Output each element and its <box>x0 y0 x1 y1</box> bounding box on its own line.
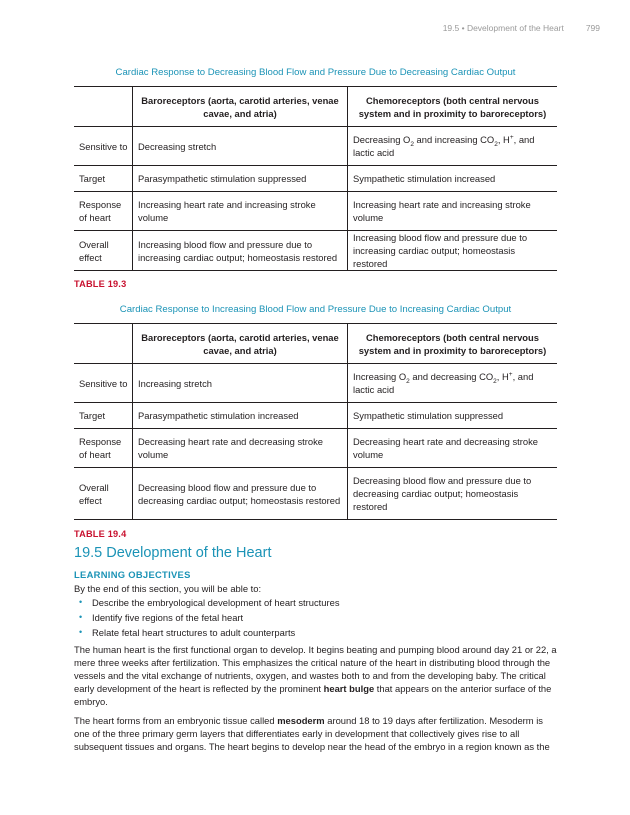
cell-text: , and lactic acid <box>353 371 534 395</box>
row-header: Overall effect <box>74 468 133 520</box>
subscript: 2 <box>410 140 414 148</box>
learning-objectives-list <box>74 595 340 640</box>
objective-text: Describe the embryological development of heart structures <box>92 597 340 608</box>
bullet-icon: • <box>79 627 83 637</box>
table-row <box>74 429 557 468</box>
page-number: 799 <box>585 23 600 33</box>
table-row <box>74 231 557 271</box>
section-title: 19.5 Development of the Heart <box>74 545 272 561</box>
table-row <box>74 403 557 429</box>
row-header: Response of heart <box>74 192 133 231</box>
cell-text: Decreasing O <box>353 134 411 145</box>
empty-header-cell <box>74 324 133 364</box>
table-cell: Decreasing blood flow and pressure due to decreasing cardiac output; homeostasis restored <box>133 468 348 520</box>
row-header: Sensitive to <box>74 127 133 166</box>
column-header: Baroreceptors (aorta, carotid arteries, venae cavae, and atria) <box>133 324 348 364</box>
table-cell: Increasing heart rate and increasing stroke volume <box>348 192 558 231</box>
column-header: Baroreceptors (aorta, carotid arteries, venae cavae, and atria) <box>133 87 348 127</box>
table-caption: Cardiac Response to Decreasing Blood Flow and Pressure Due to Decreasing Cardiac Output <box>115 67 516 78</box>
table-cell: Decreasing stretch <box>133 127 348 166</box>
table-cell: Parasympathetic stimulation suppressed <box>133 166 348 192</box>
table-row <box>74 364 557 403</box>
key-term: mesoderm <box>277 715 325 726</box>
subscript: 2 <box>494 140 498 148</box>
table-row <box>74 468 557 520</box>
table-row <box>74 192 557 231</box>
cell-text: and increasing CO <box>413 134 495 145</box>
table-cell: Increasing stretch <box>133 364 348 403</box>
learning-objectives-heading: LEARNING OBJECTIVES <box>74 569 191 580</box>
table-cell: Increasing blood flow and pressure due to increasing cardiac output; homeostasis restored <box>348 231 558 271</box>
table-cell: Sympathetic stimulation suppressed <box>348 403 558 429</box>
row-header: Response of heart <box>74 429 133 468</box>
table-cell: Increasing heart rate and increasing stroke volume <box>133 192 348 231</box>
empty-header-cell <box>74 87 133 127</box>
learning-objectives-intro: By the end of this section, you will be able to: <box>74 583 262 594</box>
paragraph-text: The human heart is the first functional organ to develop. It begins beating and pumping blood around day 21 or 22, a mere three weeks after fertilization. This emphasizes the critical nature of the heart in distributing blood through the vessels and the vital exchange of nutrients, oxygen, and wastes both to and from the developing baby. The critical early development of the heart is reflected by the prominent <box>74 644 557 694</box>
table-cell: Decreasing blood flow and pressure due to decreasing cardiac output; homeostasis restored <box>348 468 558 520</box>
body-paragraph <box>74 714 557 753</box>
list-item <box>74 610 340 625</box>
subscript: 2 <box>493 377 497 385</box>
paragraph-text: The heart forms from an embryonic tissue called <box>74 715 278 726</box>
cell-text: , H <box>497 134 510 145</box>
bullet-icon: • <box>79 612 83 622</box>
superscript: + <box>509 133 514 141</box>
table-row <box>74 127 557 166</box>
table-label: TABLE 19.3 <box>74 279 127 289</box>
superscript: + <box>508 370 513 378</box>
subscript: 2 <box>406 377 410 385</box>
column-header: Chemoreceptors (both central nervous system and in proximity to baroreceptors) <box>348 324 558 364</box>
objective-text: Identify five regions of the fetal heart <box>92 612 244 623</box>
key-term: heart bulge <box>323 683 375 694</box>
table-cell <box>348 127 558 166</box>
row-header: Target <box>74 166 133 192</box>
body-paragraph <box>74 643 557 708</box>
table-row <box>74 166 557 192</box>
data-table <box>74 323 557 520</box>
table-cell <box>348 364 558 403</box>
table-cell: Parasympathetic stimulation increased <box>133 403 348 429</box>
list-item <box>74 625 340 640</box>
column-header: Chemoreceptors (both central nervous system and in proximity to baroreceptors) <box>348 87 558 127</box>
cell-text: , and lactic acid <box>353 134 535 158</box>
paragraph-text: that appears on the anterior surface of the embryo. <box>74 683 552 707</box>
paragraph-text: around 18 to 19 days after fertilization. Mesoderm is one of the three primary germ layers that differentiates early in development that collectively gives rise to all subsequent tissues and organs. The heart begins to develop near the head of the embryo in a region known as the <box>74 715 550 752</box>
table-caption: Cardiac Response to Increasing Blood Flow and Pressure Due to Increasing Cardiac Output <box>119 304 512 315</box>
cell-text: , H <box>496 371 509 382</box>
list-item <box>74 595 340 610</box>
running-head: 19.5 • Development of the Heart <box>442 23 564 33</box>
table-label: TABLE 19.4 <box>74 529 127 539</box>
row-header: Overall effect <box>74 231 133 271</box>
table-cell: Decreasing heart rate and decreasing stroke volume <box>348 429 558 468</box>
table-cell: Sympathetic stimulation increased <box>348 166 558 192</box>
bullet-icon: • <box>79 597 83 607</box>
cell-text: and decreasing CO <box>409 371 494 382</box>
cell-text: Increasing O <box>353 371 407 382</box>
data-table <box>74 86 557 271</box>
table-cell: Decreasing heart rate and decreasing stroke volume <box>133 429 348 468</box>
row-header: Target <box>74 403 133 429</box>
table-cell: Increasing blood flow and pressure due to increasing cardiac output; homeostasis restored <box>133 231 348 271</box>
row-header: Sensitive to <box>74 364 133 403</box>
objective-text: Relate fetal heart structures to adult counterparts <box>92 627 296 638</box>
page-header <box>443 23 600 33</box>
